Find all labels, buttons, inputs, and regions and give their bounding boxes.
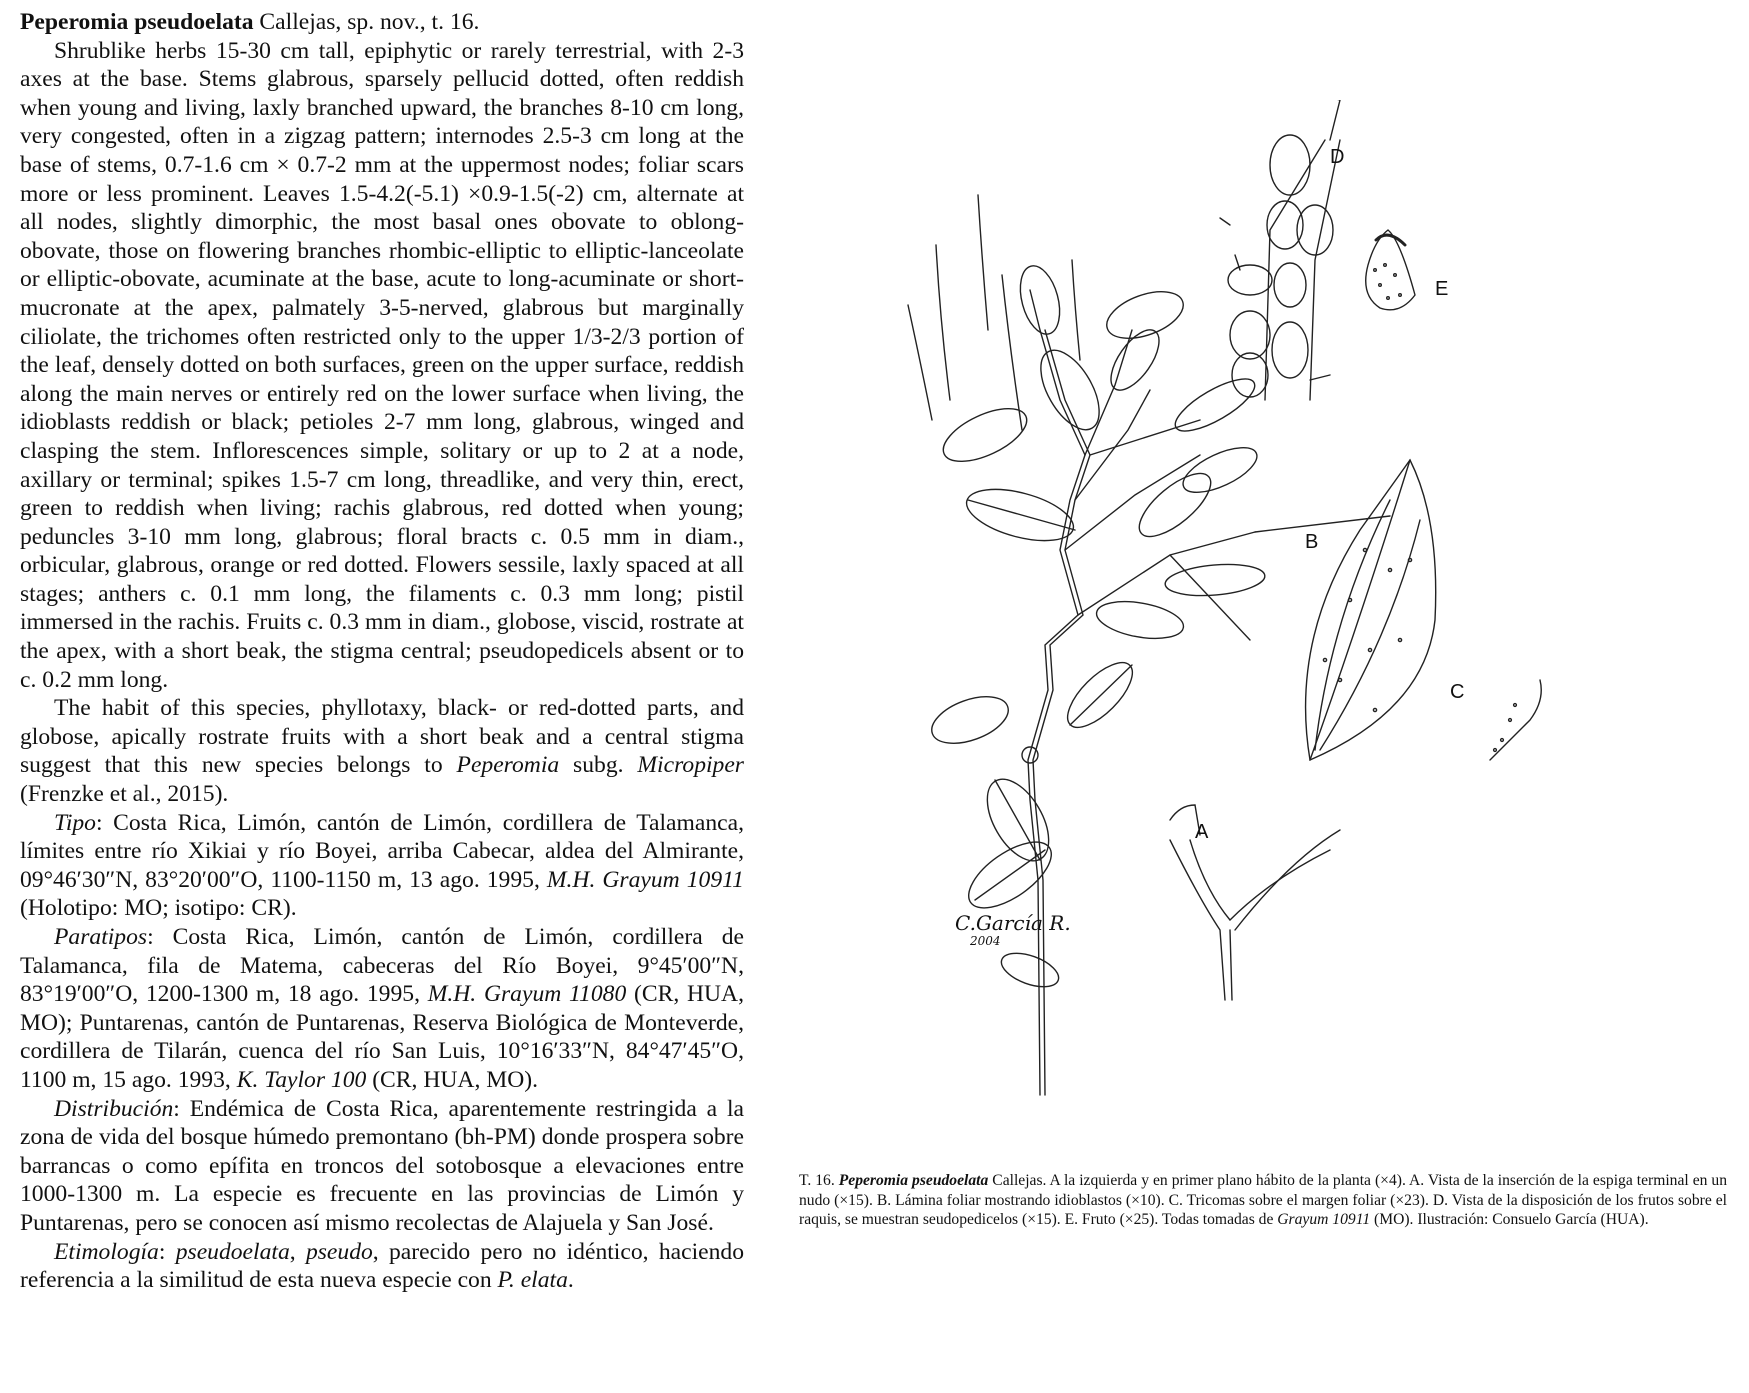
paratipos-text-2: (CR, HUA, MO); Puntarenas, cantón de Puntarenas, Reserva Biológica de Monteverde, cordillera de Tilarán, cuenca del río San Luis, 10°16′33″N, 84°47′45″O, 1100 m, 15 ago. 1993,	[20, 981, 744, 1093]
affinity-paragraph	[20, 694, 744, 808]
distribucion-paragraph	[20, 1095, 744, 1238]
tipo-collector: M.H. Grayum 10911	[546, 866, 744, 893]
spike	[936, 245, 950, 400]
etimologia-term-1: pseudoelata	[175, 1238, 290, 1265]
species-description-column	[20, 8, 744, 1295]
etimologia-term-3: P. elata	[497, 1267, 568, 1294]
figure-caption	[799, 1171, 1727, 1230]
description-paragraph: Shrublike herbs 15-30 cm tall, epiphytic or rarely terrestrial, with 2-3 axes at the base. Stems glabrous, sparsely pellucid dotted, often reddish when young and living, laxly branched upward, the branches 8-10 cm long, very congested, often in a zigzag pattern; internodes 2.5-3 cm long at the base of stems, 0.7-1.6 cm × 0.7-2 mm at the uppermost nodes; foliar scars more or less prominent. Leaves 1.5-4.2(-5.1) ×0.9-1.5(-2) cm, alternate at all nodes, slightly dimorphic, the most basal ones obovate to oblong-obovate, those on flowering branches rhombic-elliptic to elliptic-lanceolate or elliptic-obovate, acuminate at the base, acute to long-acuminate or short-mucronate at the apex, palmately 3-5-nerved, glabrous but marginally ciliolate, the trichomes often restricted only to the upper 1/3-2/3 portion of the leaf, densely dotted on both surfaces, green on the upper surface, reddish along the main nerves or entirely red on the lower surface when living, the idioblasts reddish or black; petioles 2-7 mm long, glabrous, winged and clasping the stem. Inflorescences simple, solitary or up to 2 at a node, axillary or terminal; spikes 1.5-7 cm long, threadlike, and very thin, erect, green to reddish when living; rachis glabrous, red dotted when young; peduncles 3-10 mm long, glabrous; floral bracts c. 0.5 mm in diam., orbicular, glabrous, orange or red dotted. Flowers sessile, laxly spaced at all stages; anthers c. 0.1 mm long, the filaments c. 0.3 mm long; pistil immersed in the rachis. Fruits c. 0.3 mm in diam., globose, viscid, rostrate at the apex, with a short beak, the stigma central; pseudopedicels absent or to c. 0.2 mm long.	[20, 37, 744, 693]
label-e: E	[1435, 278, 1449, 300]
paratipos-label: Paratipos	[54, 924, 148, 950]
distribucion-text: : Endémica de Costa Rica, aparentemente restringida a la zona de vida del bosque húmedo premontano (bh-PM) donde prospera sobre barrancas o como epífita en troncos del sotobosque a elevaciones entre 1000-1300 m. La especie es frecuente en las provincias de Limón y Puntarenas, pero se conocen así mismo recolectas de Alajuela y San José.	[20, 1095, 744, 1236]
affinity-end: (Frenzke et al., 2015).	[20, 781, 229, 808]
detail-e-fruit	[1366, 230, 1415, 310]
plant-habit-drawing	[908, 195, 1390, 1095]
caption-collector: Grayum 10911	[1277, 1211, 1371, 1228]
detail-b-leaf-blade	[1306, 460, 1436, 760]
affinity-text: The habit of this species, phyllotaxy, black- or red-dotted parts, and globose, apically rostrate fruits with a short beak and a central stigma suggest that this new species belongs to	[20, 695, 744, 779]
tipo-end: (Holotipo: MO; isotipo: CR).	[20, 895, 297, 922]
paratipos-collector-1: M.H. Grayum 11080	[427, 981, 627, 1008]
paratipos-end: (CR, HUA, MO).	[366, 1066, 539, 1093]
etimologia-text: , parecido pero no idéntico, haciendo referencia a la similitud de esta nueva especie con	[20, 1238, 744, 1294]
detail-c-trichomes	[1490, 680, 1541, 760]
paratipos-paragraph	[20, 923, 744, 1095]
caption-species: Peperomia pseudoelata	[838, 1172, 989, 1189]
label-a: A	[1195, 821, 1209, 843]
spike	[1072, 260, 1080, 360]
spike	[978, 195, 988, 330]
species-name: Peperomia pseudoelata	[20, 9, 254, 35]
paratipos-text-1: : Costa Rica, Limón, cantón de Limón, cordillera de Talamanca, fila de Matema, cabeceras del Río Boyei, 9°45′00″N, 83°19′00″O, 1200-1300 m, 18 ago. 1995,	[20, 924, 744, 1008]
tipo-paragraph	[20, 809, 744, 923]
spike	[908, 305, 932, 420]
etimologia-term-2: pseudo	[305, 1238, 373, 1265]
spike	[1255, 516, 1390, 532]
main-stem	[1028, 290, 1085, 1095]
label-b: B	[1305, 531, 1319, 553]
tipo-text: : Costa Rica, Limón, cantón de Limón, cordillera de Talamanca, límites entre río Xikiai y río Boyei, arriba Cabecar, aldea del Almirante, 09°46′30″N, 83°20′00″O, 1100-1150 m, 13 ago. 1995,	[20, 809, 744, 893]
etimologia-end: .	[567, 1267, 574, 1294]
caption-text: Callejas. A la izquierda y en primer plano hábito de la planta (×4). A. Vista de la inserción de la espiga terminal en un nudo (×15). B. Lámina foliar mostrando idioblastos (×10). C. Tricomas sobre el margen foliar (×23). D. Vista de la disposición de los frutos sobre el raquis, se muestran seudopedicelos (×15). E. Fruto (×25). Todas tomadas de	[799, 1172, 1728, 1228]
paratipos-collector-2: K. Taylor 100	[236, 1066, 367, 1093]
genus-name: Peperomia	[456, 752, 560, 779]
distribucion-label: Distribución	[54, 1095, 174, 1122]
detail-d-rachis	[1220, 100, 1340, 400]
botanical-illustration	[870, 100, 1740, 1110]
artist-signature	[955, 911, 1071, 948]
etimologia-sep: :	[158, 1238, 176, 1265]
etimologia-paragraph	[20, 1238, 744, 1295]
signature-name: C.García R.	[955, 911, 1071, 935]
species-heading	[20, 8, 744, 37]
leaves	[926, 262, 1267, 994]
tipo-label: Tipo	[54, 809, 96, 836]
caption-prefix: T. 16.	[799, 1172, 839, 1189]
species-authority: Callejas, sp. nov., t. 16.	[253, 9, 480, 35]
caption-end: (MO). Ilustración: Consuelo García (HUA).	[1370, 1211, 1649, 1228]
label-d: D	[1330, 146, 1345, 168]
etimologia-label: Etimología	[54, 1238, 159, 1265]
affinity-mid: subg.	[559, 752, 638, 779]
signature-year: 2004	[970, 934, 1001, 948]
label-c: C	[1450, 681, 1465, 703]
etimologia-comma: ,	[289, 1238, 306, 1265]
spike	[1002, 275, 1022, 430]
subgenus-name: Micropiper	[637, 752, 744, 779]
